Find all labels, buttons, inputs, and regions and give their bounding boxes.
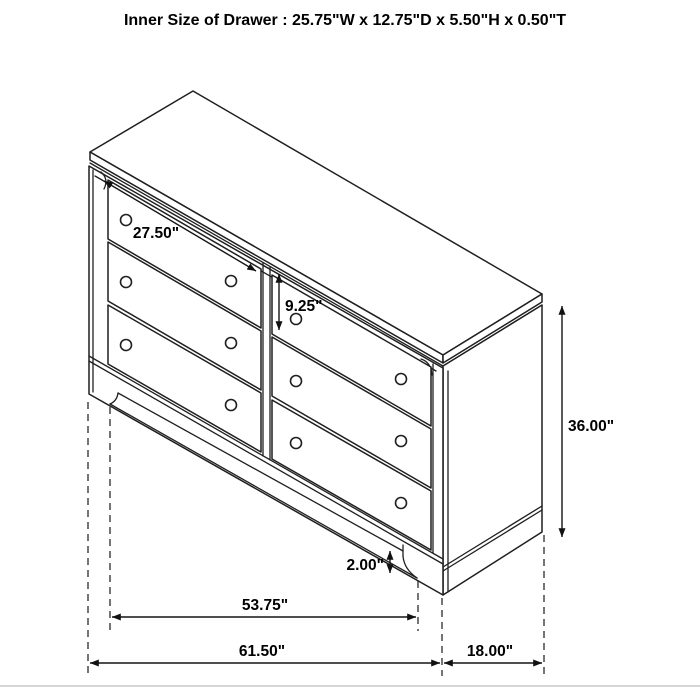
dimension-label: 53.75" <box>241 597 289 614</box>
drawer-knob <box>396 436 407 447</box>
drawer-knob <box>226 276 237 287</box>
dimension-overall-height <box>562 306 614 537</box>
drawer-knob <box>396 374 407 385</box>
dimension-overall-depth <box>444 643 542 663</box>
drawer-knob <box>396 498 407 509</box>
page-title: Inner Size of Drawer : 25.75"W x 12.75"D x 5.50"H x 0.50"T <box>123 12 567 29</box>
drawer-knob <box>291 314 302 325</box>
drawer-knob <box>121 277 132 288</box>
dresser-drawing <box>89 91 542 595</box>
drawer-knob <box>291 438 302 449</box>
dimension-label: 61.50" <box>238 643 286 660</box>
dimension-width-between-feet <box>112 597 416 617</box>
dimension-label: 36.00" <box>568 418 615 435</box>
drawer-knob <box>226 338 237 349</box>
dimension-label: 2.00" <box>346 557 384 574</box>
dimension-label: 18.00" <box>466 643 514 660</box>
drawer-knob <box>226 400 237 411</box>
dimension-label: 27.50" <box>132 225 180 242</box>
drawer-knob <box>121 340 132 351</box>
dimension-label: 9.25" <box>285 298 323 315</box>
dimension-overall-width <box>90 643 440 663</box>
drawer-knob <box>121 215 132 226</box>
drawer-knob <box>291 376 302 387</box>
